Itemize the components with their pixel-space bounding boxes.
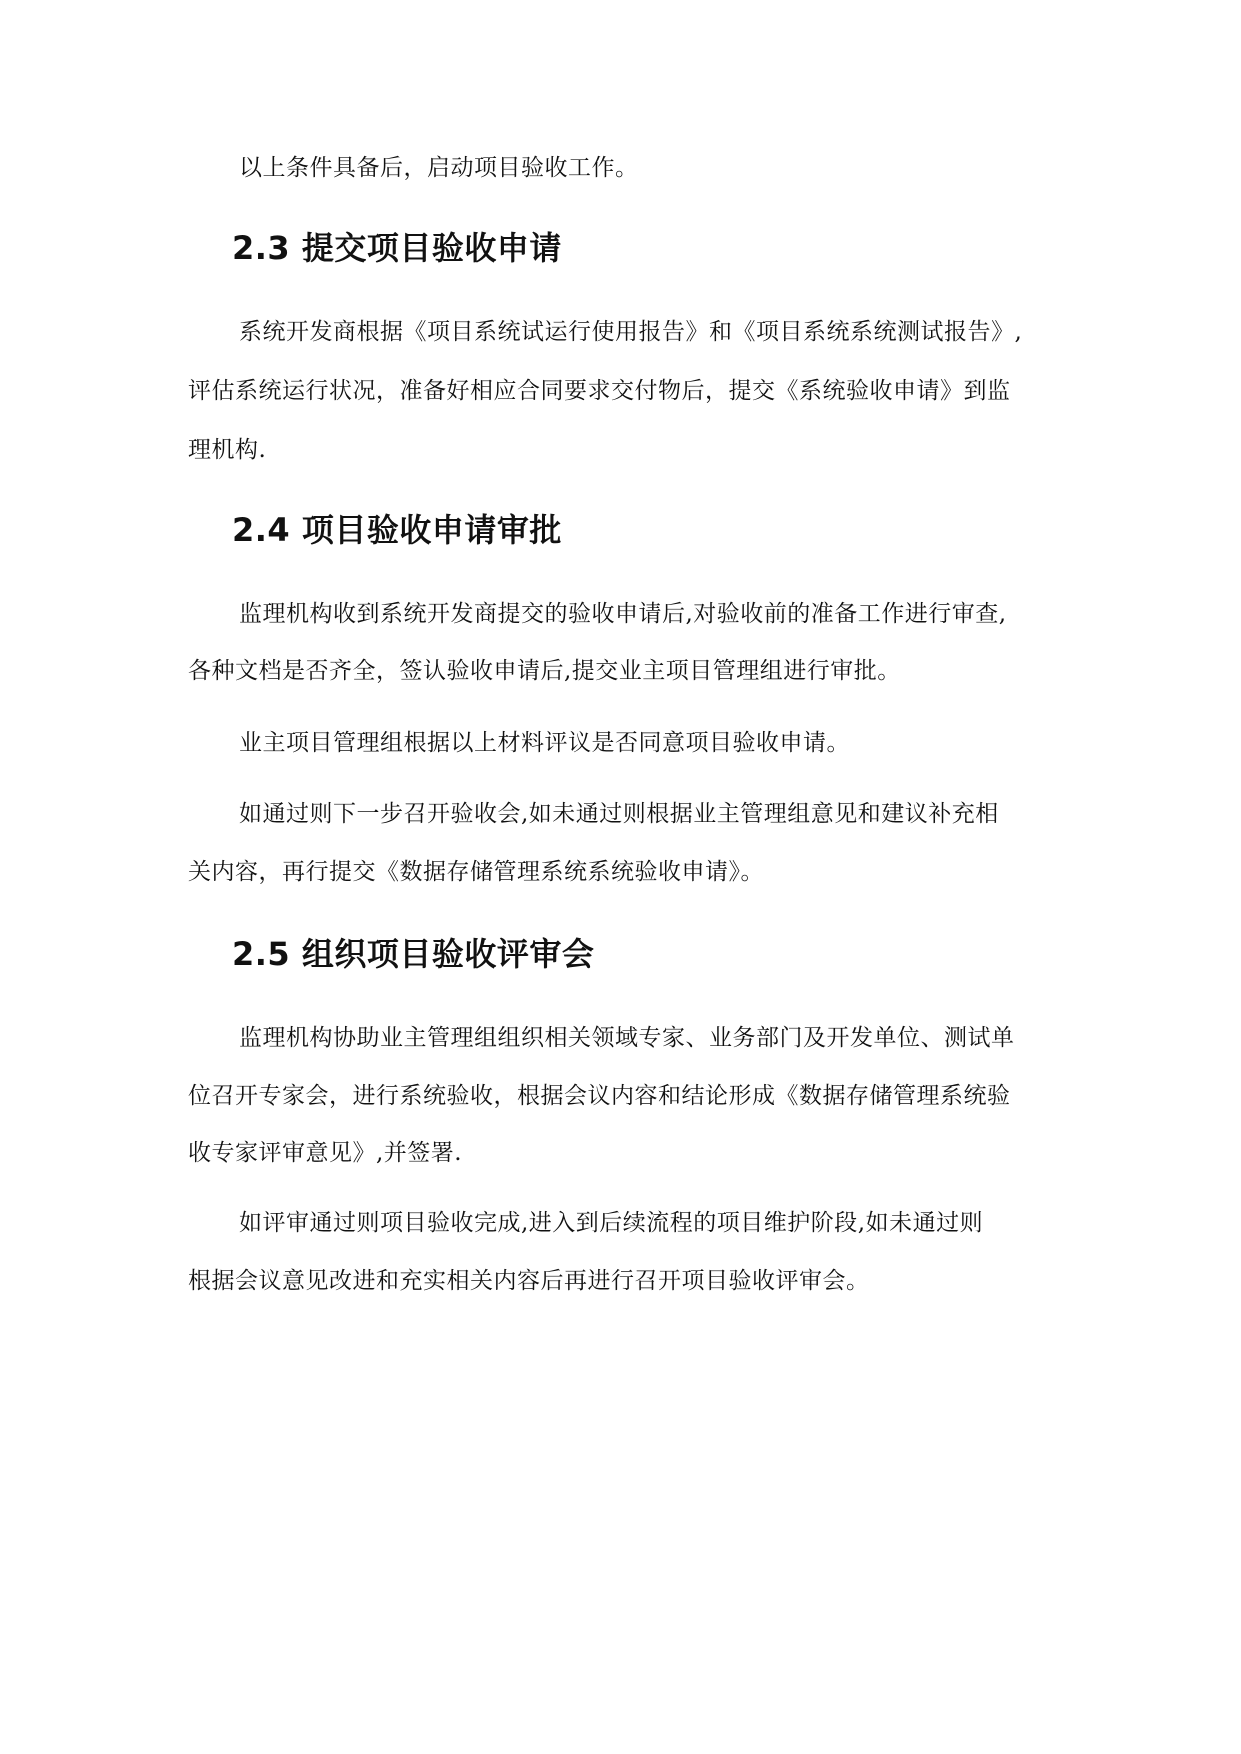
section-heading-2-4: 2.4 项目验收申请审批 bbox=[232, 511, 562, 549]
section-heading-2-3: 2.3 提交项目验收申请 bbox=[232, 229, 562, 267]
section-2-5-paragraph-line: 如评审通过则项目验收完成,进入到后续流程的项目维护阶段,如未通过则 bbox=[239, 1210, 984, 1236]
section-2-4-paragraph-line: 关内容，再行提交《数据存储管理系统系统验收申请》。 bbox=[188, 859, 764, 885]
section-2-3-paragraph-line: 理机构. bbox=[188, 437, 267, 463]
section-2-5-paragraph-line: 收专家评审意见》,并签署. bbox=[188, 1140, 463, 1166]
section-2-5-paragraph-line: 位召开专家会，进行系统验收，根据会议内容和结论形成《数据存储管理系统验 bbox=[188, 1083, 1011, 1109]
section-2-4-paragraph-line: 监理机构收到系统开发商提交的验收申请后,对验收前的准备工作进行审查, bbox=[239, 601, 1007, 627]
section-2-5-paragraph-line: 监理机构协助业主管理组组织相关领域专家、业务部门及开发单位、测试单 bbox=[239, 1025, 1015, 1051]
section-2-4-paragraph-line: 各种文档是否齐全，签认验收申请后,提交业主项目管理组进行审批。 bbox=[188, 658, 901, 684]
section-heading-2-5: 2.5 组织项目验收评审会 bbox=[232, 935, 595, 973]
section-2-3-paragraph-line: 系统开发商根据《项目系统试运行使用报告》和《项目系统系统测试报告》, bbox=[239, 319, 1023, 345]
section-2-4-paragraph-line: 业主项目管理组根据以上材料评议是否同意项目验收申请。 bbox=[239, 730, 850, 756]
section-2-3-paragraph-line: 评估系统运行状况，准备好相应合同要求交付物后，提交《系统验收申请》到监 bbox=[188, 378, 1011, 404]
section-2-5-paragraph-line: 根据会议意见改进和充实相关内容后再进行召开项目验收评审会。 bbox=[188, 1268, 870, 1294]
intro-paragraph: 以上条件具备后，启动项目验收工作。 bbox=[239, 155, 639, 181]
section-2-4-paragraph-line: 如通过则下一步召开验收会,如未通过则根据业主管理组意见和建议补充相 bbox=[239, 801, 999, 827]
